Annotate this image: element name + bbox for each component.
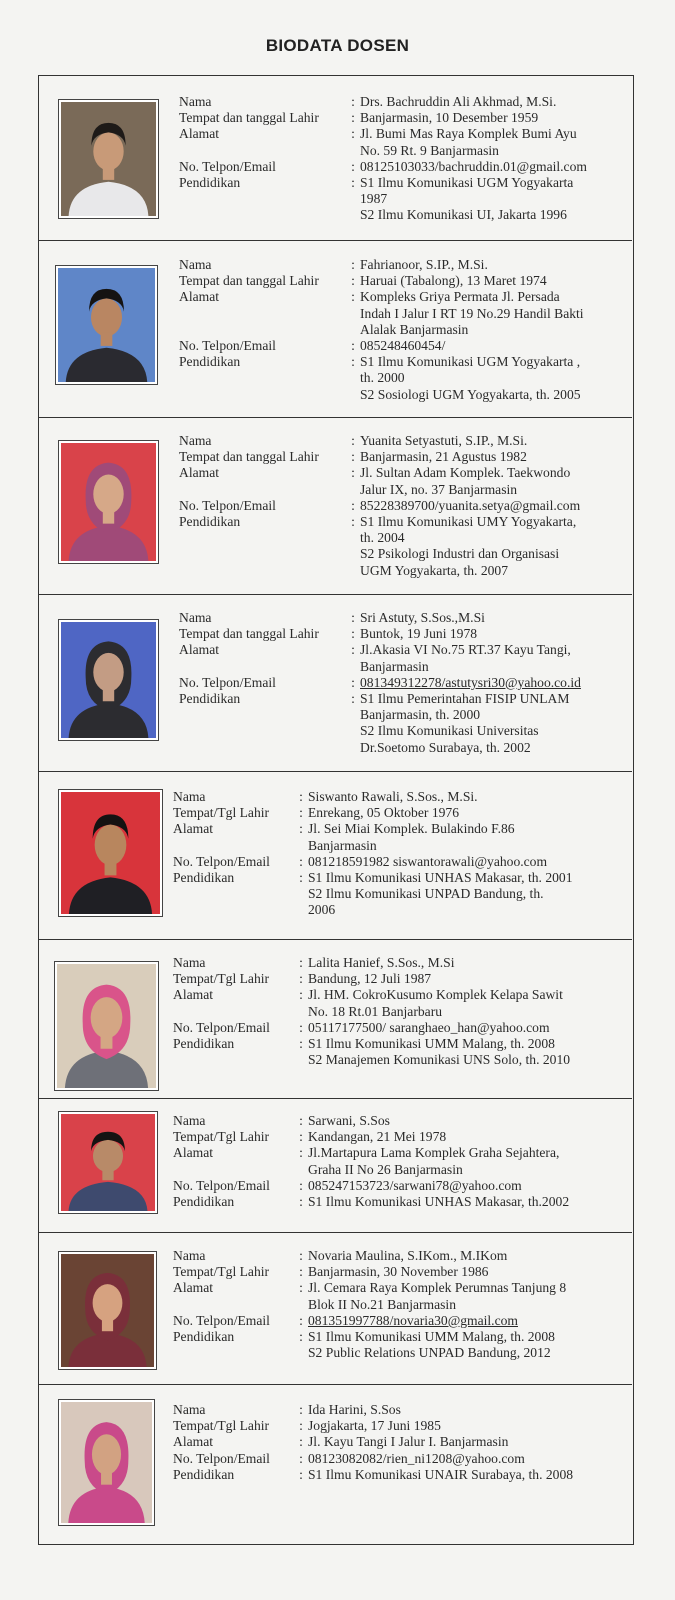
field-education bbox=[173, 1194, 626, 1210]
address-value: Jl.Martapura Lama Komplek Graha Sejahtera, bbox=[308, 1145, 560, 1161]
lecturer-fields bbox=[173, 1248, 626, 1361]
education-value: S2 Manajemen Komunikasi UNS Solo, th. 2010 bbox=[308, 1052, 571, 1068]
field-birth bbox=[179, 449, 626, 465]
field-birth bbox=[179, 273, 626, 289]
lecturer-fields bbox=[173, 1402, 626, 1483]
education-value: S1 Ilmu Komunikasi UGM Yogyakarta , bbox=[360, 354, 581, 370]
colon: : bbox=[299, 805, 303, 821]
address-value: Jl. Sultan Adam Komplek. Taekwondo bbox=[360, 465, 571, 481]
contact-value: 081218591982 siswantorawali@yahoo.com bbox=[308, 853, 548, 869]
field-contact bbox=[179, 338, 626, 354]
education-value: S1 Ilmu Komunikasi UNHAS Makasar, th.2002 bbox=[308, 1194, 570, 1210]
field-address bbox=[179, 642, 626, 674]
field-address bbox=[173, 1145, 626, 1177]
field-address bbox=[179, 126, 626, 158]
portrait-image bbox=[61, 1114, 155, 1211]
colon: : bbox=[299, 853, 303, 869]
name-value: Novaria Maulina, S.IKom., M.IKom bbox=[308, 1248, 508, 1263]
address-value: Jl. Kayu Tangi I Jalur I. Banjarmasin bbox=[308, 1434, 509, 1450]
colon: : bbox=[351, 289, 355, 305]
name-label: Nama bbox=[173, 955, 206, 970]
field-contact bbox=[173, 1451, 626, 1467]
name-value: Ida Harini, S.Sos bbox=[308, 1402, 401, 1417]
lecturer-entry bbox=[39, 1233, 632, 1385]
field-address bbox=[173, 821, 626, 853]
education-value: Banjarmasin, th. 2000 bbox=[360, 707, 481, 723]
address-value: Alalak Banjarmasin bbox=[360, 321, 469, 337]
colon: : bbox=[351, 126, 355, 142]
field-contact bbox=[173, 1020, 626, 1036]
name-label: Nama bbox=[173, 1248, 206, 1263]
field-birth bbox=[179, 626, 626, 642]
colon: : bbox=[299, 1036, 303, 1052]
education-value: S2 Psikologi Industri dan Organisasi bbox=[360, 546, 560, 562]
education-label: Pendidikan bbox=[173, 1329, 235, 1345]
contact-label: No. Telpon/Email bbox=[173, 1177, 270, 1193]
address-value: Kompleks Griya Permata Jl. Persada bbox=[360, 289, 560, 305]
colon: : bbox=[351, 110, 355, 126]
birth-label: Tempat/Tgl Lahir bbox=[173, 971, 270, 987]
field-education bbox=[179, 514, 626, 579]
birth-label: Tempat/Tgl Lahir bbox=[173, 805, 270, 821]
colon: : bbox=[299, 1177, 303, 1193]
address-label: Alamat bbox=[173, 987, 214, 1003]
colon: : bbox=[351, 354, 355, 370]
birth-label: Tempat dan tanggal Lahir bbox=[179, 626, 319, 642]
birth-value: Haruai (Tabalong), 13 Maret 1974 bbox=[360, 273, 547, 289]
field-education bbox=[179, 691, 626, 756]
education-value: S2 Sosiologi UGM Yogyakarta, th. 2005 bbox=[360, 386, 581, 402]
education-value: 2006 bbox=[308, 902, 336, 918]
education-value: S1 Ilmu Komunikasi UNHAS Makasar, th. 2001 bbox=[308, 870, 573, 886]
lecturer-fields bbox=[179, 94, 626, 224]
colon: : bbox=[351, 514, 355, 530]
address-value: Indah I Jalur I RT 19 No.29 Handil Bakti bbox=[360, 305, 584, 321]
education-value: S2 Ilmu Komunikasi UI, Jakarta 1996 bbox=[360, 207, 567, 223]
portrait-image bbox=[61, 102, 156, 216]
birth-label: Tempat/Tgl Lahir bbox=[173, 1129, 270, 1145]
address-label: Alamat bbox=[173, 821, 214, 837]
lecturer-fields bbox=[173, 789, 626, 919]
name-value: Sarwani, S.Sos bbox=[308, 1113, 390, 1128]
address-value: Graha II No 26 Banjarmasin bbox=[308, 1161, 463, 1177]
name-value: Lalita Hanief, S.Sos., M.Si bbox=[308, 955, 455, 970]
lecturer-fields bbox=[179, 257, 626, 403]
field-contact bbox=[179, 159, 626, 175]
colon: : bbox=[351, 497, 355, 513]
address-value: Jl. Sei Miai Komplek. Bulakindo F.86 bbox=[308, 821, 515, 837]
field-birth bbox=[173, 1418, 626, 1434]
birth-label: Tempat/Tgl Lahir bbox=[173, 1264, 270, 1280]
colon: : bbox=[299, 1113, 303, 1128]
address-label: Alamat bbox=[173, 1280, 214, 1296]
colon: : bbox=[351, 626, 355, 642]
contact-value: 08125103033/bachruddin.01@gmail.com bbox=[360, 158, 587, 174]
colon: : bbox=[351, 257, 355, 272]
colon: : bbox=[299, 1466, 303, 1482]
colon: : bbox=[351, 674, 355, 690]
lecturer-fields bbox=[173, 955, 626, 1068]
lecturer-entry bbox=[39, 418, 632, 595]
lecturer-photo bbox=[58, 99, 159, 219]
colon: : bbox=[299, 1129, 303, 1145]
education-value: 1987 bbox=[360, 191, 388, 207]
colon: : bbox=[351, 465, 355, 481]
field-birth bbox=[173, 971, 626, 987]
field-address bbox=[179, 465, 626, 497]
education-value: S1 Ilmu Komunikasi UNAIR Surabaya, th. 2008 bbox=[308, 1466, 574, 1482]
lecturer-entry bbox=[39, 772, 632, 940]
field-education bbox=[173, 1329, 626, 1361]
contact-value: 08123082082/rien_ni1208@yahoo.com bbox=[308, 1450, 525, 1466]
field-contact bbox=[173, 1178, 626, 1194]
address-value: Jl.Akasia VI No.75 RT.37 Kayu Tangi, bbox=[360, 642, 571, 658]
colon: : bbox=[299, 1450, 303, 1466]
colon: : bbox=[299, 870, 303, 886]
field-name bbox=[173, 1113, 626, 1129]
biodata-table bbox=[38, 75, 634, 1545]
birth-value: Bandung, 12 Juli 1987 bbox=[308, 971, 432, 987]
colon: : bbox=[299, 1312, 303, 1328]
address-value: Jl. Cemara Raya Komplek Perumnas Tanjung 8 bbox=[308, 1280, 567, 1296]
name-label: Nama bbox=[179, 94, 212, 109]
lecturer-fields bbox=[179, 433, 626, 579]
colon: : bbox=[351, 94, 355, 109]
colon: : bbox=[299, 971, 303, 987]
birth-value: Banjarmasin, 30 November 1986 bbox=[308, 1264, 489, 1280]
colon: : bbox=[299, 1194, 303, 1210]
lecturer-photo bbox=[58, 619, 159, 741]
lecturer-entry bbox=[39, 1099, 632, 1233]
name-value: Sri Astuty, S.Sos.,M.Si bbox=[360, 610, 485, 625]
portrait-image bbox=[58, 268, 155, 382]
education-label: Pendidikan bbox=[173, 1466, 235, 1482]
lecturer-photo bbox=[58, 440, 159, 564]
field-education bbox=[173, 1036, 626, 1068]
education-label: Pendidikan bbox=[179, 514, 241, 530]
address-value: Banjarmasin bbox=[360, 658, 429, 674]
education-value: Dr.Soetomo Surabaya, th. 2002 bbox=[360, 739, 531, 755]
colon: : bbox=[299, 1280, 303, 1296]
address-value: Blok II No.21 Banjarmasin bbox=[308, 1296, 456, 1312]
lecturer-photo bbox=[55, 265, 158, 385]
colon: : bbox=[299, 1402, 303, 1417]
colon: : bbox=[299, 1434, 303, 1450]
colon: : bbox=[299, 1019, 303, 1035]
address-value: No. 59 Rt. 9 Banjarmasin bbox=[360, 142, 499, 158]
contact-label: No. Telpon/Email bbox=[179, 674, 276, 690]
birth-label: Tempat dan tanggal Lahir bbox=[179, 110, 319, 126]
name-value: Drs. Bachruddin Ali Akhmad, M.Si. bbox=[360, 94, 557, 109]
birth-value: Buntok, 19 Juni 1978 bbox=[360, 626, 478, 642]
portrait-image bbox=[61, 1254, 154, 1367]
portrait-image bbox=[61, 443, 156, 561]
contact-value: 85228389700/yuanita.setya@gmail.com bbox=[360, 497, 581, 513]
field-name bbox=[179, 257, 626, 273]
address-value: Jalur IX, no. 37 Banjarmasin bbox=[360, 481, 518, 497]
education-label: Pendidikan bbox=[173, 1194, 235, 1210]
colon: : bbox=[351, 433, 355, 448]
education-value: S1 Ilmu Komunikasi UMM Malang, th. 2008 bbox=[308, 1036, 555, 1052]
birth-value: Banjarmasin, 21 Agustus 1982 bbox=[360, 449, 527, 465]
address-label: Alamat bbox=[173, 1145, 214, 1161]
contact-label: No. Telpon/Email bbox=[179, 158, 276, 174]
colon: : bbox=[351, 158, 355, 174]
education-value: S1 Ilmu Komunikasi UMM Malang, th. 2008 bbox=[308, 1329, 555, 1345]
lecturer-entry bbox=[39, 241, 632, 418]
colon: : bbox=[351, 691, 355, 707]
field-birth bbox=[173, 1264, 626, 1280]
lecturer-photo bbox=[58, 1111, 158, 1214]
colon: : bbox=[299, 789, 303, 804]
field-name bbox=[173, 1248, 626, 1264]
birth-value: Jogjakarta, 17 Juni 1985 bbox=[308, 1418, 441, 1434]
birth-label: Tempat dan tanggal Lahir bbox=[179, 449, 319, 465]
contact-value: 085248460454/ bbox=[360, 338, 446, 354]
colon: : bbox=[299, 1248, 303, 1263]
field-education bbox=[179, 175, 626, 224]
field-contact bbox=[179, 498, 626, 514]
education-label: Pendidikan bbox=[173, 870, 235, 886]
address-value: Banjarmasin bbox=[308, 837, 377, 853]
contact-label: No. Telpon/Email bbox=[179, 497, 276, 513]
field-address bbox=[173, 987, 626, 1019]
education-value: th. 2004 bbox=[360, 530, 405, 546]
field-birth bbox=[173, 1129, 626, 1145]
contact-label: No. Telpon/Email bbox=[173, 1019, 270, 1035]
colon: : bbox=[299, 1418, 303, 1434]
education-value: S1 Ilmu Komunikasi UMY Yogyakarta, bbox=[360, 514, 577, 530]
name-value: Fahrianoor, S.IP., M.Si. bbox=[360, 257, 488, 272]
field-address bbox=[179, 289, 626, 338]
lecturer-photo bbox=[58, 1399, 155, 1526]
education-label: Pendidikan bbox=[179, 691, 241, 707]
lecturer-entry bbox=[39, 940, 632, 1099]
colon: : bbox=[299, 1264, 303, 1280]
education-value: S1 Ilmu Komunikasi UGM Yogyakarta bbox=[360, 175, 574, 191]
lecturer-fields bbox=[173, 1113, 626, 1210]
field-education bbox=[173, 1467, 626, 1483]
lecturer-entry bbox=[39, 1385, 632, 1543]
education-value: UGM Yogyakarta, th. 2007 bbox=[360, 562, 509, 578]
address-label: Alamat bbox=[173, 1434, 214, 1450]
field-name bbox=[179, 94, 626, 110]
name-value: Yuanita Setyastuti, S.IP., M.Si. bbox=[360, 433, 528, 448]
birth-value: Kandangan, 21 Mei 1978 bbox=[308, 1129, 447, 1145]
education-value: S2 Public Relations UNPAD Bandung, 2012 bbox=[308, 1345, 551, 1361]
name-label: Nama bbox=[179, 433, 212, 448]
birth-label: Tempat dan tanggal Lahir bbox=[179, 273, 319, 289]
lecturer-fields bbox=[179, 610, 626, 756]
colon: : bbox=[351, 449, 355, 465]
field-address bbox=[173, 1434, 626, 1450]
contact-label: No. Telpon/Email bbox=[173, 1450, 270, 1466]
field-contact bbox=[179, 675, 626, 691]
colon: : bbox=[351, 273, 355, 289]
education-value: S1 Ilmu Pemerintahan FISIP UNLAM bbox=[360, 691, 570, 707]
colon: : bbox=[351, 642, 355, 658]
birth-label: Tempat/Tgl Lahir bbox=[173, 1418, 270, 1434]
address-value: Jl. HM. CokroKusumo Komplek Kelapa Sawit bbox=[308, 987, 563, 1003]
lecturer-entry bbox=[39, 76, 632, 241]
address-label: Alamat bbox=[179, 465, 220, 481]
field-name bbox=[179, 610, 626, 626]
lecturer-entry bbox=[39, 595, 632, 772]
education-value: S2 Ilmu Komunikasi Universitas bbox=[360, 723, 539, 739]
lecturer-photo bbox=[58, 789, 163, 917]
field-contact bbox=[173, 854, 626, 870]
field-name bbox=[173, 1402, 626, 1418]
address-value: No. 18 Rt.01 Banjarbaru bbox=[308, 1003, 443, 1019]
field-education bbox=[179, 354, 626, 403]
contact-value: 085247153723/sarwani78@yahoo.com bbox=[308, 1177, 522, 1193]
colon: : bbox=[299, 987, 303, 1003]
education-value: th. 2000 bbox=[360, 370, 405, 386]
name-label: Nama bbox=[179, 257, 212, 272]
name-label: Nama bbox=[179, 610, 212, 625]
name-value: Siswanto Rawali, S.Sos., M.Si. bbox=[308, 789, 478, 804]
contact-value: 05117177500/ saranghaeo_han@yahoo.com bbox=[308, 1019, 550, 1035]
name-label: Nama bbox=[173, 1113, 206, 1128]
contact-value: 081349312278/astutysri30@yahoo.co.id bbox=[360, 674, 581, 690]
contact-label: No. Telpon/Email bbox=[173, 853, 270, 869]
colon: : bbox=[299, 1145, 303, 1161]
colon: : bbox=[299, 955, 303, 970]
name-label: Nama bbox=[173, 789, 206, 804]
field-birth bbox=[173, 805, 626, 821]
education-value: S2 Ilmu Komunikasi UNPAD Bandung, th. bbox=[308, 886, 544, 902]
portrait-image bbox=[61, 622, 156, 738]
field-name bbox=[173, 955, 626, 971]
birth-value: Banjarmasin, 10 Desember 1959 bbox=[360, 110, 539, 126]
lecturer-photo bbox=[58, 1251, 157, 1370]
name-label: Nama bbox=[173, 1402, 206, 1417]
address-label: Alamat bbox=[179, 289, 220, 305]
colon: : bbox=[351, 175, 355, 191]
field-contact bbox=[173, 1313, 626, 1329]
colon: : bbox=[351, 610, 355, 625]
portrait-image bbox=[57, 964, 156, 1088]
address-label: Alamat bbox=[179, 642, 220, 658]
contact-label: No. Telpon/Email bbox=[173, 1312, 270, 1328]
contact-value: 081351997788/novaria30@gmail.com bbox=[308, 1312, 518, 1328]
lecturer-photo bbox=[54, 961, 159, 1091]
education-label: Pendidikan bbox=[179, 175, 241, 191]
field-education bbox=[173, 870, 626, 919]
education-label: Pendidikan bbox=[179, 354, 241, 370]
contact-label: No. Telpon/Email bbox=[179, 338, 276, 354]
field-name bbox=[179, 433, 626, 449]
colon: : bbox=[351, 338, 355, 354]
address-label: Alamat bbox=[179, 126, 220, 142]
portrait-image bbox=[61, 792, 160, 914]
address-value: Jl. Bumi Mas Raya Komplek Bumi Ayu bbox=[360, 126, 577, 142]
birth-value: Enrekang, 05 Oktober 1976 bbox=[308, 805, 460, 821]
education-label: Pendidikan bbox=[173, 1036, 235, 1052]
colon: : bbox=[299, 821, 303, 837]
page-title: BIODATA DOSEN bbox=[265, 36, 410, 55]
field-name bbox=[173, 789, 626, 805]
field-address bbox=[173, 1280, 626, 1312]
field-birth bbox=[179, 110, 626, 126]
colon: : bbox=[299, 1329, 303, 1345]
portrait-image bbox=[61, 1402, 152, 1523]
